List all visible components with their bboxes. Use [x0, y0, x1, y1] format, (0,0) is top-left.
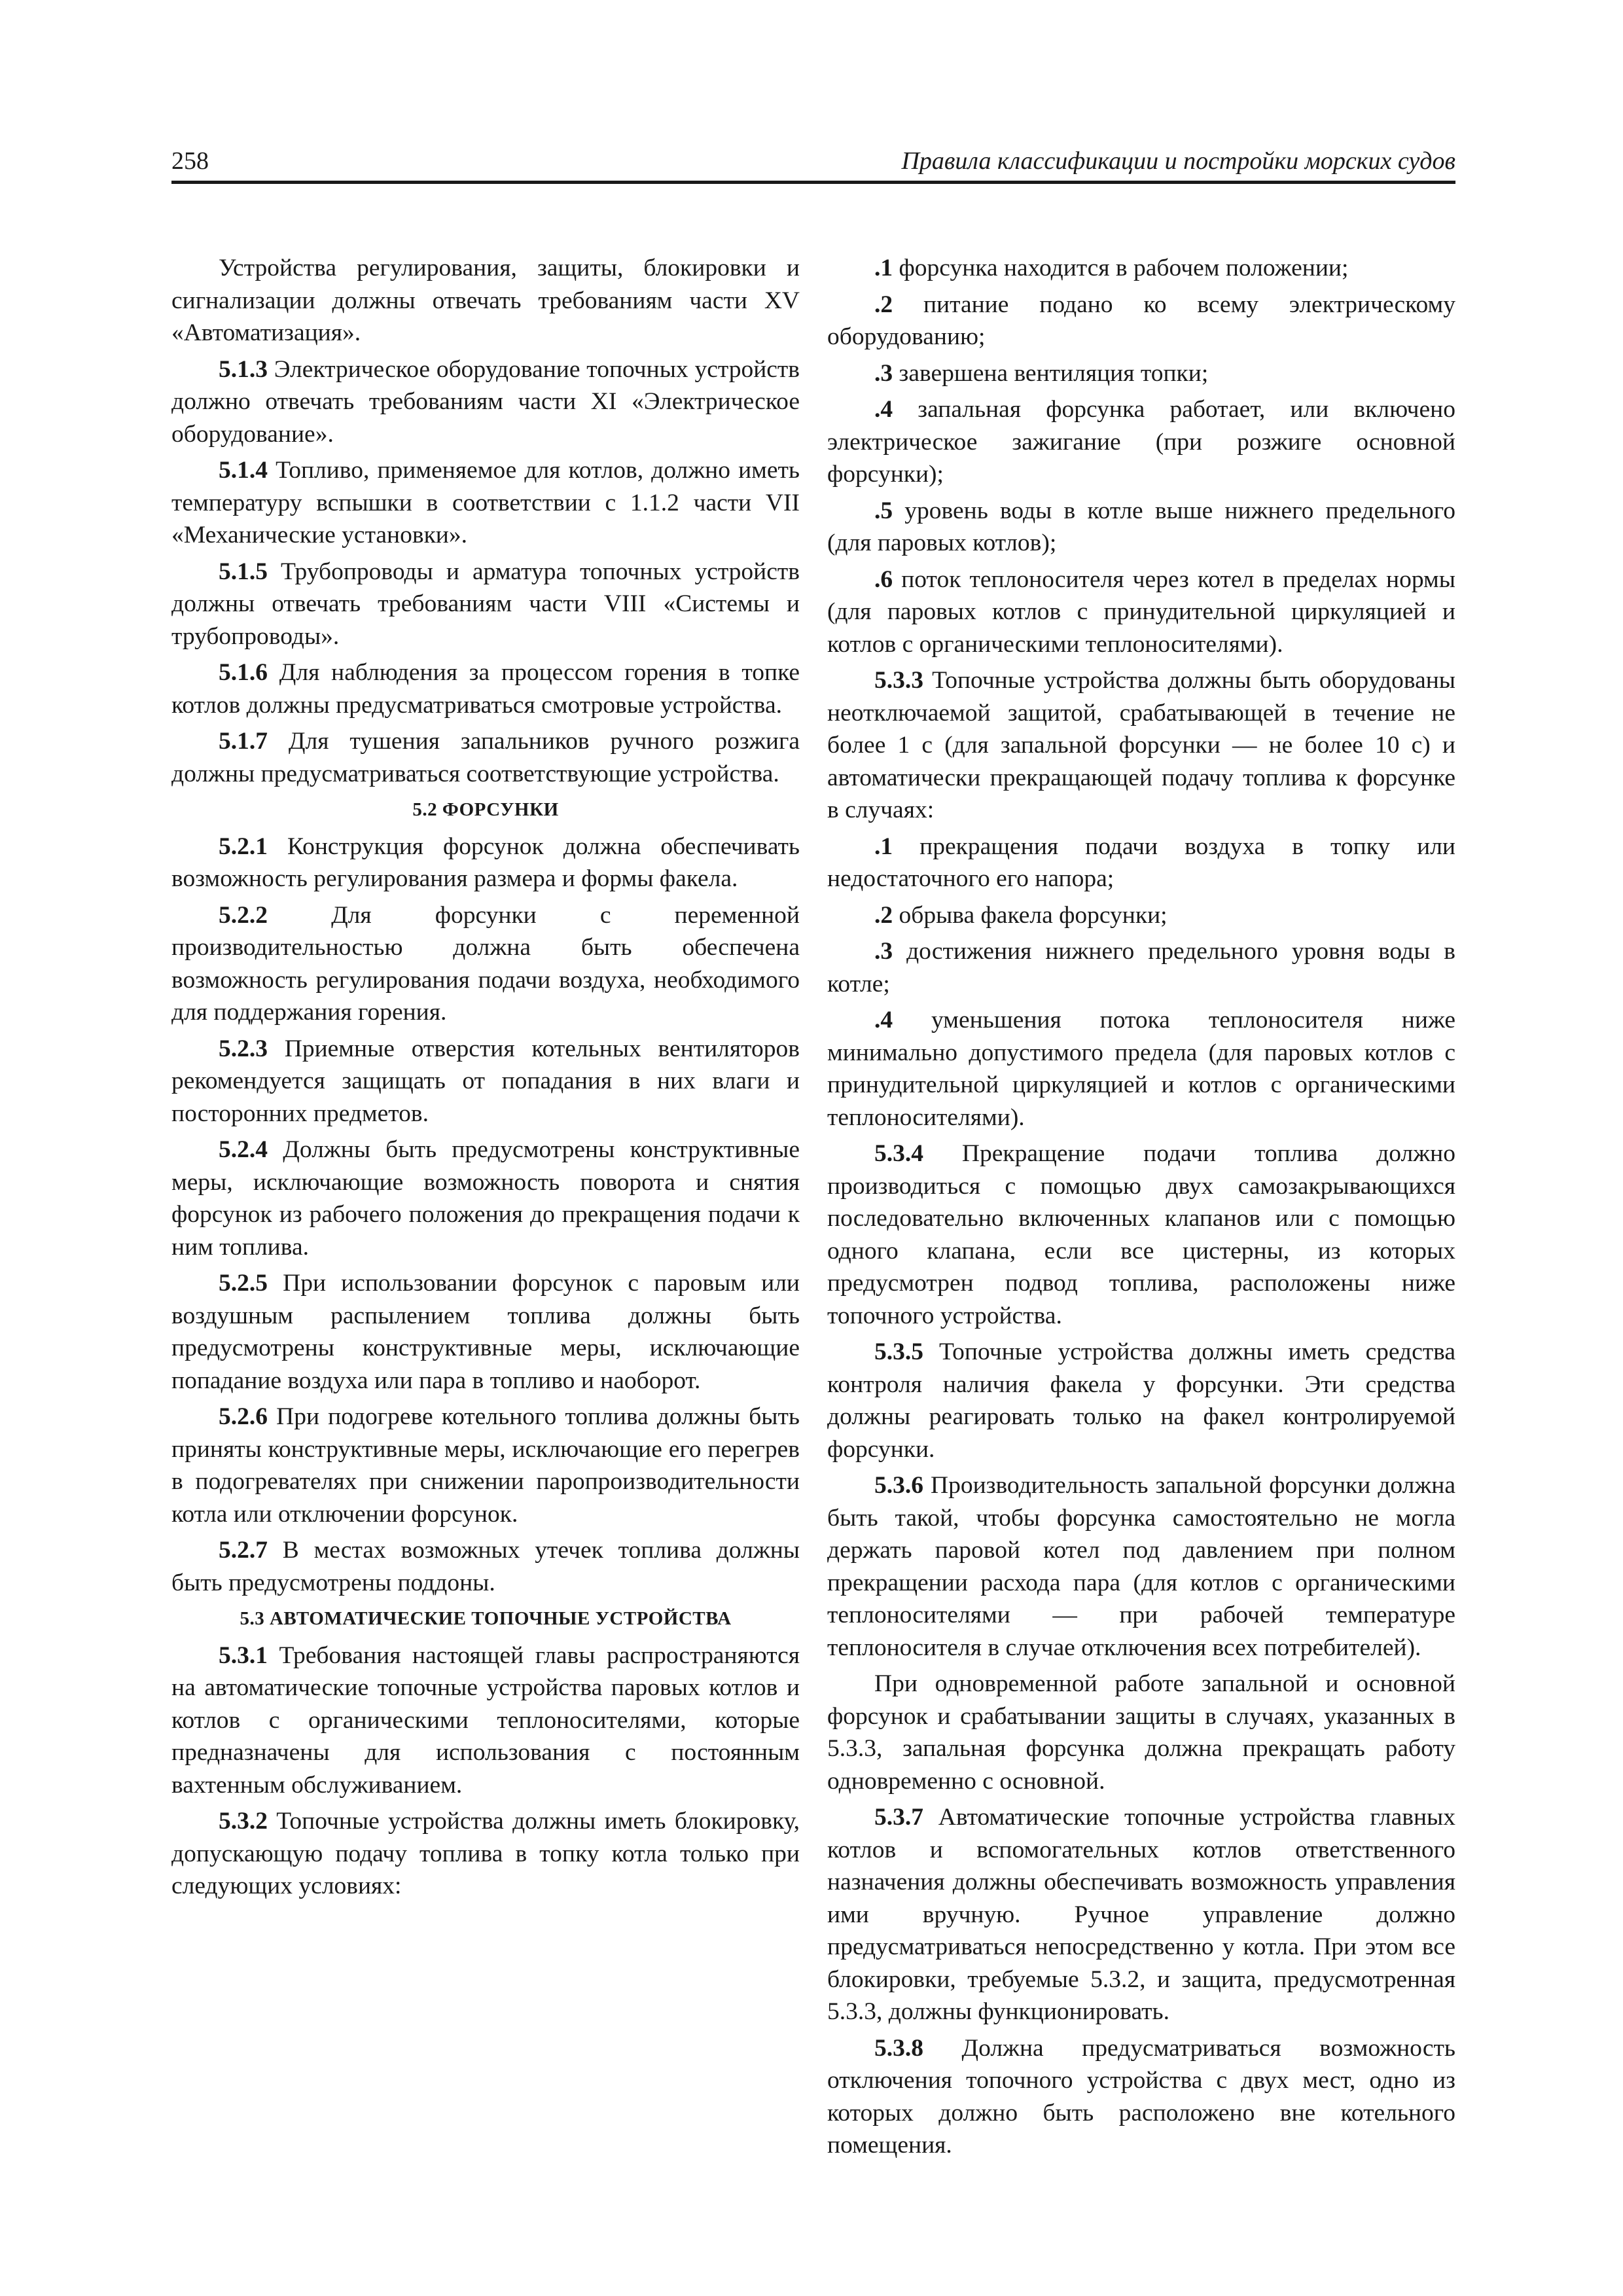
paragraph-5-1-3 [171, 353, 800, 451]
clause-number: 5.2.6 [219, 1403, 268, 1430]
item-text: запальная форсунка работает, или включено электрическое зажигание (при розжиге основной форсунки); [827, 396, 1455, 488]
item-text: уменьшения потока теплоносителя ниже минимально допустимого предела (для паровых котлов с принудительной циркуляцией и котлов с органическими теплоносителями). [827, 1007, 1455, 1131]
paragraph-text: Конструкция форсунок должна обеспечивать возможность регулирования размера и формы факела. [171, 833, 800, 892]
list-item-5-3-2-2 [827, 289, 1455, 353]
paragraph-text: При одновременной работе запальной и основной форсунок и срабатывании защиты в случаях, указанных в 5.3.3, запальная форсунка должна прекращать работу одновременно с основной. [827, 1670, 1455, 1795]
item-text: обрыва факела форсунки; [893, 901, 1168, 929]
clause-number: 5.3.4 [874, 1140, 923, 1167]
list-item-5-3-2-1 [827, 252, 1455, 285]
item-number: .5 [874, 497, 893, 524]
paragraph-5-2-4 [171, 1134, 800, 1263]
list-item-5-3-2-5 [827, 495, 1455, 560]
paragraph-text: Трубопроводы и арматура топочных устройств должны отвечать требованиям части VIII «Системы и трубопроводы». [171, 558, 800, 650]
list-item-5-3-3-2 [827, 899, 1455, 932]
paragraph-5-3-3 [827, 664, 1455, 827]
clause-number: 5.3.8 [874, 2034, 923, 2062]
clause-number: 5.2.7 [219, 1537, 268, 1564]
paragraph-5-2-3 [171, 1033, 800, 1130]
paragraph-text: В местах возможных утечек топлива должны быть предусмотрены поддоны. [171, 1537, 800, 1596]
paragraph-text: Топочные устройства должны быть оборудованы неотключаемой защитой, срабатывающей в течение не более 1 с (для запальной форсунки — не более 10 с) и автоматически прекращающей подачу топлива к форсунке в случаях: [827, 667, 1455, 823]
section-heading-5-2: 5.2 ФОРСУНКИ [412, 799, 559, 820]
paragraph-5-3-2 [171, 1805, 800, 1903]
item-number: .2 [874, 901, 893, 929]
list-item-5-3-3-4 [827, 1004, 1455, 1134]
paragraph-text: Приемные отверстия котельных вентиляторов рекомендуется защищать от попадания в них влаги и посторонних предметов. [171, 1035, 800, 1127]
clause-number: 5.3.7 [874, 1804, 923, 1831]
clause-number: 5.2.4 [219, 1136, 268, 1163]
clause-number: 5.3.3 [874, 667, 923, 694]
item-number: .1 [874, 255, 893, 281]
paragraph-5-1-7 [171, 725, 800, 790]
clause-number: 5.3.6 [874, 1472, 923, 1499]
item-number: .2 [874, 291, 893, 318]
left-column [171, 252, 800, 1907]
paragraph-text: При использовании форсунок с паровым или воздушным распылением топлива должны быть предусмотрены конструктивные меры, исключающие попадание воздуха или пара в топливо и наоборот. [171, 1270, 800, 1394]
item-text: форсунка находится в рабочем положении; [893, 255, 1349, 281]
paragraph-5-1-4 [171, 454, 800, 552]
paragraph-5-3-7 [827, 1801, 1455, 2028]
item-text: прекращения подачи воздуха в топку или недостаточного его напора; [827, 833, 1455, 892]
header-rule [171, 181, 1455, 184]
item-number: .4 [874, 1007, 893, 1033]
paragraph-text: Прекращение подачи топлива должно производиться с помощью двух самозакрывающихся последовательно включенных клапанов или с помощью одного клапана, если все цистерны, из которых предусмотрен подвод топлива, расположены ниже топочного устройства. [827, 1140, 1455, 1329]
clause-number: 5.2.1 [219, 833, 268, 860]
paragraph-text: Топливо, применяемое для котлов, должно иметь температуру вспышки в соответствии с 1.1.2 части VII «Механические установки». [171, 457, 800, 548]
clause-number: 5.2.3 [219, 1035, 268, 1062]
paragraph-text: Электрическое оборудование топочных устройств должно отвечать требованиям части XI «Электрическое оборудование». [171, 355, 800, 448]
clause-number: 5.1.5 [219, 558, 268, 585]
paragraph-text: Устройства регулирования, защиты, блокировки и сигнализации должны отвечать требованиям части XV «Автоматизация». [171, 255, 800, 346]
clause-number: 5.2.5 [219, 1270, 268, 1297]
clause-number: 5.3.1 [219, 1641, 268, 1669]
list-item-5-3-3-3 [827, 935, 1455, 1000]
item-text: поток теплоносителя через котел в пределах нормы (для паровых котлов с принудительной циркуляцией и котлов с органическими теплоносителями). [827, 565, 1455, 658]
paragraph-5-3-8 [827, 2032, 1455, 2162]
paragraph-text: Для тушения запальников ручного розжига должны предусматриваться соответствующие устройства. [171, 728, 800, 787]
section-heading-5-3: 5.3 АВТОМАТИЧЕСКИЕ ТОПОЧНЫЕ УСТРОЙСТВА [240, 1608, 732, 1629]
paragraph-5-3-5 [827, 1336, 1455, 1465]
paragraph-text: При подогреве котельного топлива должны быть приняты конструктивные меры, исключающие его перегрев в подогревателях при снижении паропроизводительности котла или отключении форсунок. [171, 1403, 800, 1528]
paragraph-text: Должны быть предусмотрены конструктивные меры, исключающие возможность поворота и снятия форсунок из рабочего положения до прекращения подачи к ним топлива. [171, 1136, 800, 1261]
paragraph-5-3-6 [827, 1469, 1455, 1664]
clause-number: 5.1.6 [219, 659, 268, 686]
clause-number: 5.1.7 [219, 728, 268, 755]
item-number: .3 [874, 359, 893, 387]
list-item-5-3-3-1 [827, 831, 1455, 895]
paragraph-5-2-7 [171, 1534, 800, 1599]
running-title: Правила классификации и постройки морских судов [901, 147, 1455, 175]
list-item-5-3-2-3 [827, 357, 1455, 390]
item-number: .1 [874, 833, 893, 860]
page-number: 258 [171, 147, 209, 175]
item-text: завершена вентиляция топки; [893, 359, 1209, 387]
right-column [827, 252, 1455, 2166]
paragraph-5-2-1 [171, 831, 800, 895]
paragraph-5-2-5 [171, 1267, 800, 1397]
clause-number: 5.1.4 [219, 457, 268, 484]
item-number: .6 [874, 565, 893, 593]
clause-number: 5.2.2 [219, 901, 268, 929]
paragraph-5-2-6 [171, 1401, 800, 1530]
paragraph-5-3-1 [171, 1640, 800, 1802]
paragraph-text: Топочные устройства должны иметь блокировку, допускающую подачу топлива в топку котла только при следующих условиях: [171, 1808, 800, 1899]
paragraph-text: Должна предусматриваться возможность отключения топочного устройства с двух мест, одно из которых должно быть расположено вне котельного помещения. [827, 2034, 1455, 2159]
paragraph-text: Для наблюдения за процессом горения в топке котлов должны предусматриваться смотровые устройства. [171, 659, 800, 719]
paragraph-5-1-6 [171, 656, 800, 721]
clause-number: 5.3.5 [874, 1338, 923, 1365]
page-header [171, 145, 1455, 182]
list-item-5-3-2-4 [827, 393, 1455, 491]
paragraph-text: Автоматические топочные устройства главных котлов и вспомогательных котлов ответственного назначения должны обеспечивать возможность управления ими вручную. Ручное управление должно предусматриваться непосредственно у котла. При этом все блокировки, требуемые 5.3.2, и защита, предусмотренная 5.3.3, должны функционировать. [827, 1804, 1455, 2025]
paragraph-5-2-2 [171, 899, 800, 1029]
list-item-5-3-2-6 [827, 564, 1455, 661]
paragraph-text: Топочные устройства должны иметь средства контроля наличия факела у форсунки. Эти средства должны реагировать только на факел контролируемой форсунки. [827, 1338, 1455, 1463]
paragraph-5-1-5 [171, 556, 800, 653]
clause-number: 5.1.3 [219, 355, 268, 383]
paragraph-5-3-6-continued [827, 1668, 1455, 1797]
item-number: .3 [874, 938, 893, 965]
paragraph-text: Требования настоящей главы распространяются на автоматические топочные устройства паровых котлов и котлов с органическими теплоносителями, которые предназначены для использования с постоянным вахтенным обслуживанием. [171, 1641, 800, 1799]
paragraph-5-3-4 [827, 1138, 1455, 1332]
clause-number: 5.3.2 [219, 1808, 268, 1835]
paragraph-text: Для форсунки с переменной производительностью должна быть обеспечена возможность регулирования подачи воздуха, необходимого для поддержания горения. [171, 901, 800, 1026]
item-text: уровень воды в котле выше нижнего предельного (для паровых котлов); [827, 497, 1455, 556]
paragraph-intro [171, 252, 800, 350]
item-text: достижения нижнего предельного уровня воды в котле; [827, 938, 1455, 997]
item-number: .4 [874, 396, 893, 423]
paragraph-text: Производительность запальной форсунки должна быть такой, чтобы форсунка самостоятельно не могла держать паровой котел под давлением при полном прекращении расхода пара (для котлов с органическими теплоносителями — при рабочей температуре теплоносителя в случае отключения всех потребителей). [827, 1472, 1455, 1661]
item-text: питание подано ко всему электрическому оборудованию; [827, 291, 1455, 350]
